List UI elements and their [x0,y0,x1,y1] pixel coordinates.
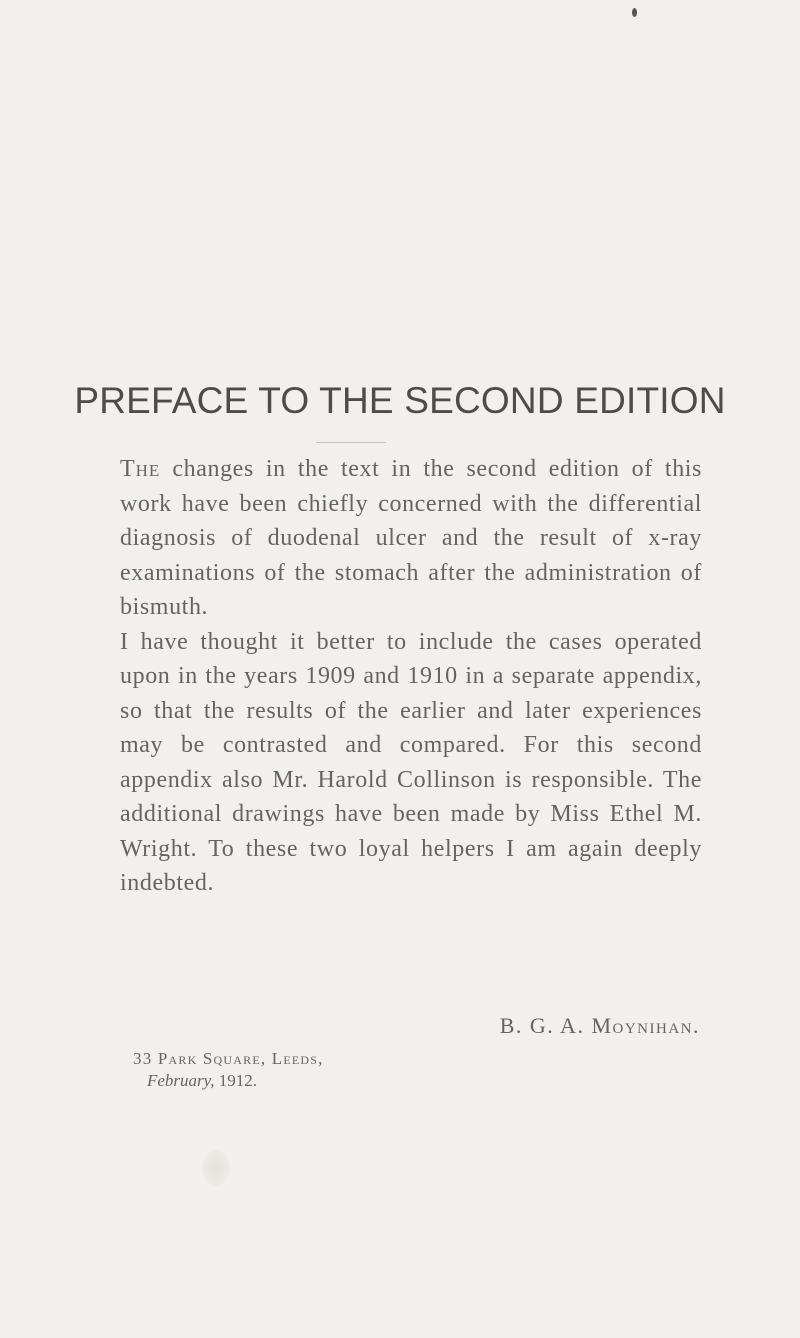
paragraph-1-lead: The [120,456,161,482]
paragraph-1 [120,452,702,625]
page-title: PREFACE TO THE SECOND EDITION [74,380,726,421]
date-year: 1912. [214,1071,258,1090]
address-line: 33 Park Square, Leeds, [133,1049,324,1068]
paragraph-1-text: changes in the text in the second edition of this work have been chiefly concerned with the differential diagnosis of duodenal ulcer and the result of x-ray examinations of the stomach after the administration of bismuth. [120,456,702,620]
author-name: B. G. A. Moynihan. [499,1013,700,1038]
paragraph-2: I have thought it better to include the cases operated upon in the years 1909 and 1910 in a separate appendix, so that the results of the earlier and later experiences may be contrasted and compared. For this second appendix also Mr. Harold Collinson is responsible. The additional drawings have been made by Miss Ethel M. Wright. To these two loyal helpers I am again deeply indebted. [120,628,702,896]
ink-speck [632,8,637,17]
paper-smudge [202,1150,230,1186]
address-block [133,1048,324,1092]
preface-body [120,452,702,901]
title-rule [316,442,386,443]
date-month: February, [147,1071,215,1090]
date-line [133,1070,324,1092]
author-signature [500,1013,700,1039]
